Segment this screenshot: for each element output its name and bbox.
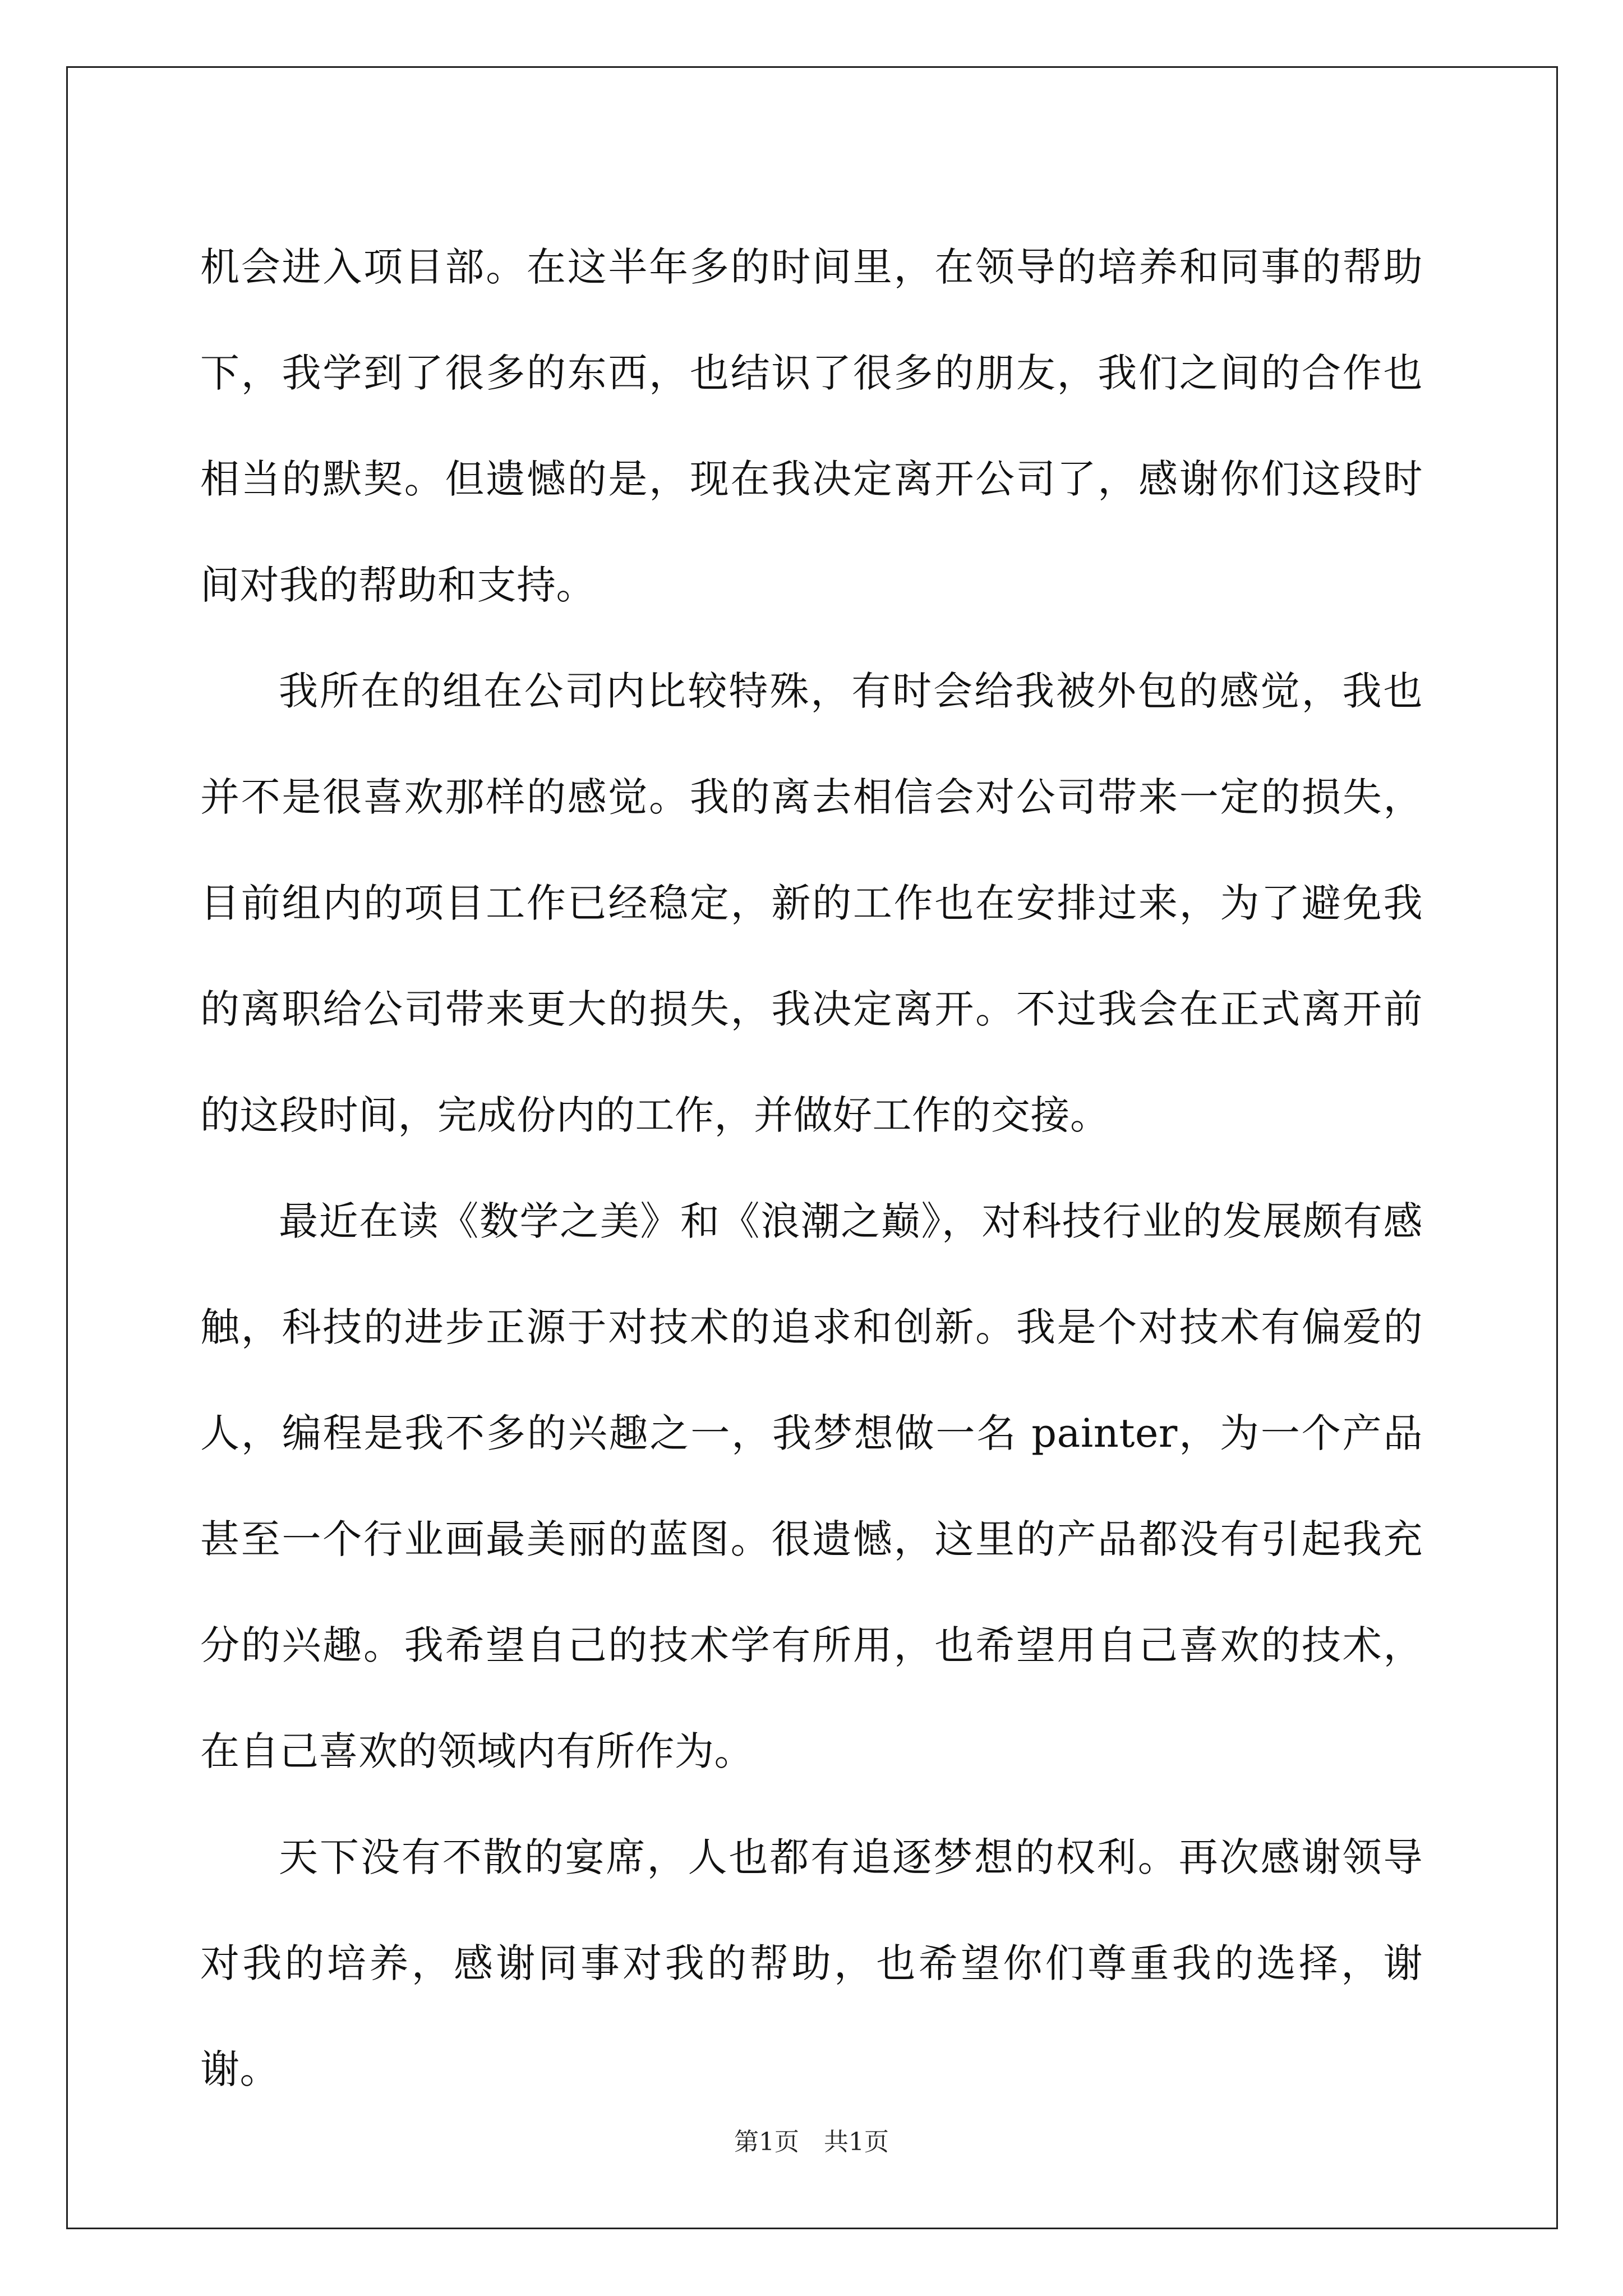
- paragraph-4: 天下没有不散的宴席，人也都有追逐梦想的权利。再次感谢领导对我的培养，感谢同事对我的帮助，也希望你们尊重我的选择，谢谢。: [200, 1834, 1423, 2092]
- document-body: [200, 214, 1423, 2123]
- paragraph-1: 机会进入项目部。在这半年多的时间里，在领导的培养和同事的帮助下，我学到了很多的东西，也结识了很多的朋友，我们之间的合作也相当的默契。但遗憾的是，现在我决定离开公司了，感谢你们这段时间对我的帮助和支持。: [200, 244, 1423, 608]
- paragraph-3: 最近在读《数学之美》和《浪潮之巅》，对科技行业的发展颇有感触，科技的进步正源于对技术的追求和创新。我是个对技术有偏爱的人，编程是我不多的兴趣之一，我梦想做一名 painter，为一个产品甚至一个行业画最美丽的蓝图。很遗憾，这里的产品都没有引起我充分的兴趣。我希望自己的技术学有所用，也希望用自己喜欢的技术，在自己喜欢的领域内有所作为。: [200, 1198, 1423, 1774]
- paragraph-2: 我所在的组在公司内比较特殊，有时会给我被外包的感觉，我也并不是很喜欢那样的感觉。我的离去相信会对公司带来一定的损失，目前组内的项目工作已经稳定，新的工作也在安排过来，为了避免我的离职给公司带来更大的损失，我决定离开。不过我会在正式离开前的这段时间，完成份内的工作，并做好工作的交接。: [200, 668, 1423, 1138]
- page-footer: 第1页 共1页: [734, 2128, 889, 2156]
